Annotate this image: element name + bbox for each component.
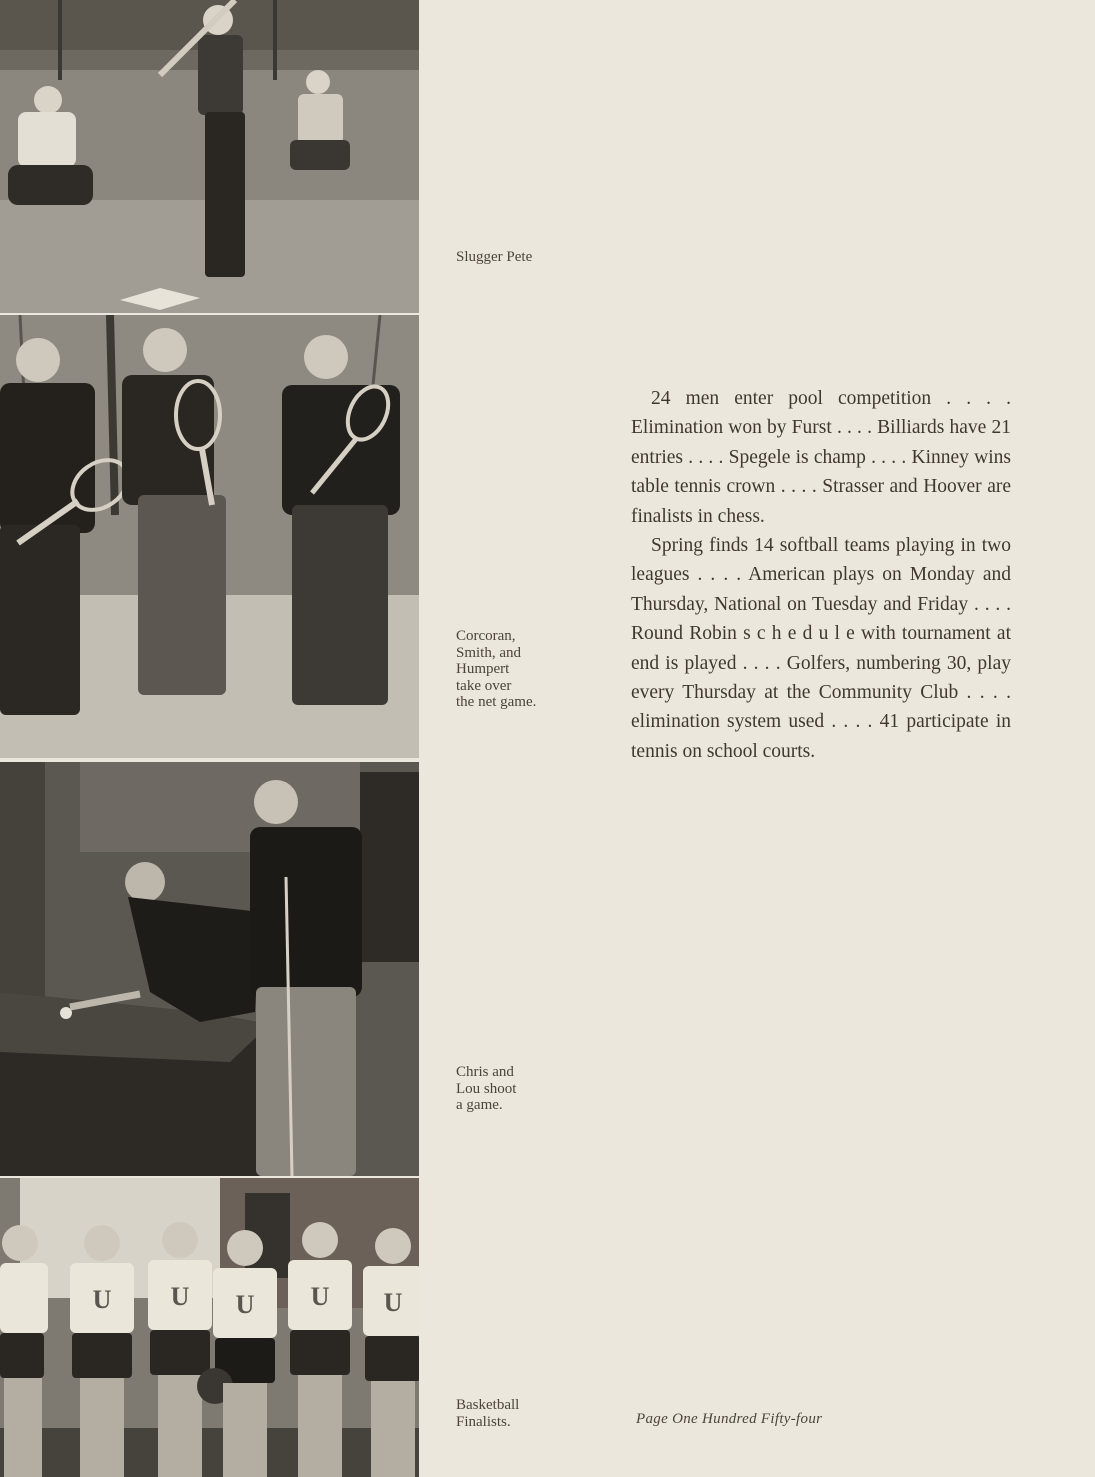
caption-tennis xyxy=(456,628,536,711)
photo-billiards xyxy=(0,762,419,1176)
jersey-letter: U xyxy=(92,1285,112,1314)
basketball-illustration xyxy=(0,1178,419,1477)
caption-line: a game. xyxy=(456,1097,503,1113)
caption-line: Chris and xyxy=(456,1064,514,1080)
photo-basketball xyxy=(0,1178,419,1477)
jersey-letter: U xyxy=(310,1282,330,1311)
caption-line: Humpert xyxy=(456,661,510,677)
caption-line: the net game. xyxy=(456,694,537,710)
jersey-letter: U xyxy=(170,1282,190,1311)
photo-softball xyxy=(0,0,419,313)
caption-line: take over xyxy=(456,677,512,694)
caption-line: Slugger Pete xyxy=(456,249,533,265)
billiards-illustration xyxy=(0,762,419,1176)
caption-line: Finalists. xyxy=(456,1413,511,1430)
photo-tennis xyxy=(0,315,419,758)
caption-line: Smith, and xyxy=(456,644,522,661)
body-paragraph: 24 men enter pool competition . . . . Elimination won by Furst . . . . Billiards have 21 entries . . . . Spegele is champ . . . . Kinney wins table tennis crown . . . . Strasser and Hoover are finalists in chess. xyxy=(631,388,1011,527)
caption-line: Corcoran, xyxy=(456,628,516,644)
caption-line: Lou shoot xyxy=(456,1080,517,1097)
article-body xyxy=(631,384,1011,766)
caption-slugger xyxy=(456,249,532,266)
jersey-letter: U xyxy=(383,1288,403,1317)
caption-basketball xyxy=(456,1397,519,1430)
body-paragraph: Spring finds 14 softball teams playing in two leagues . . . . American plays on Monday and Thursday, National on Tuesday and Friday . . . . Round Robin s c h e d u l e with tournament at end is played . . . . Golfers, numbering 30, play every Thursday at the Community Club . . . . elimination system used . . . . 41 participate in tennis on school courts. xyxy=(631,535,1011,762)
page-number: Page One Hundred Fifty-four xyxy=(636,1411,823,1427)
softball-illustration xyxy=(0,0,419,313)
caption-line: Basketball xyxy=(456,1397,520,1413)
tennis-illustration xyxy=(0,315,419,758)
caption-billiards xyxy=(456,1064,516,1114)
jersey-letter: U xyxy=(235,1290,255,1319)
